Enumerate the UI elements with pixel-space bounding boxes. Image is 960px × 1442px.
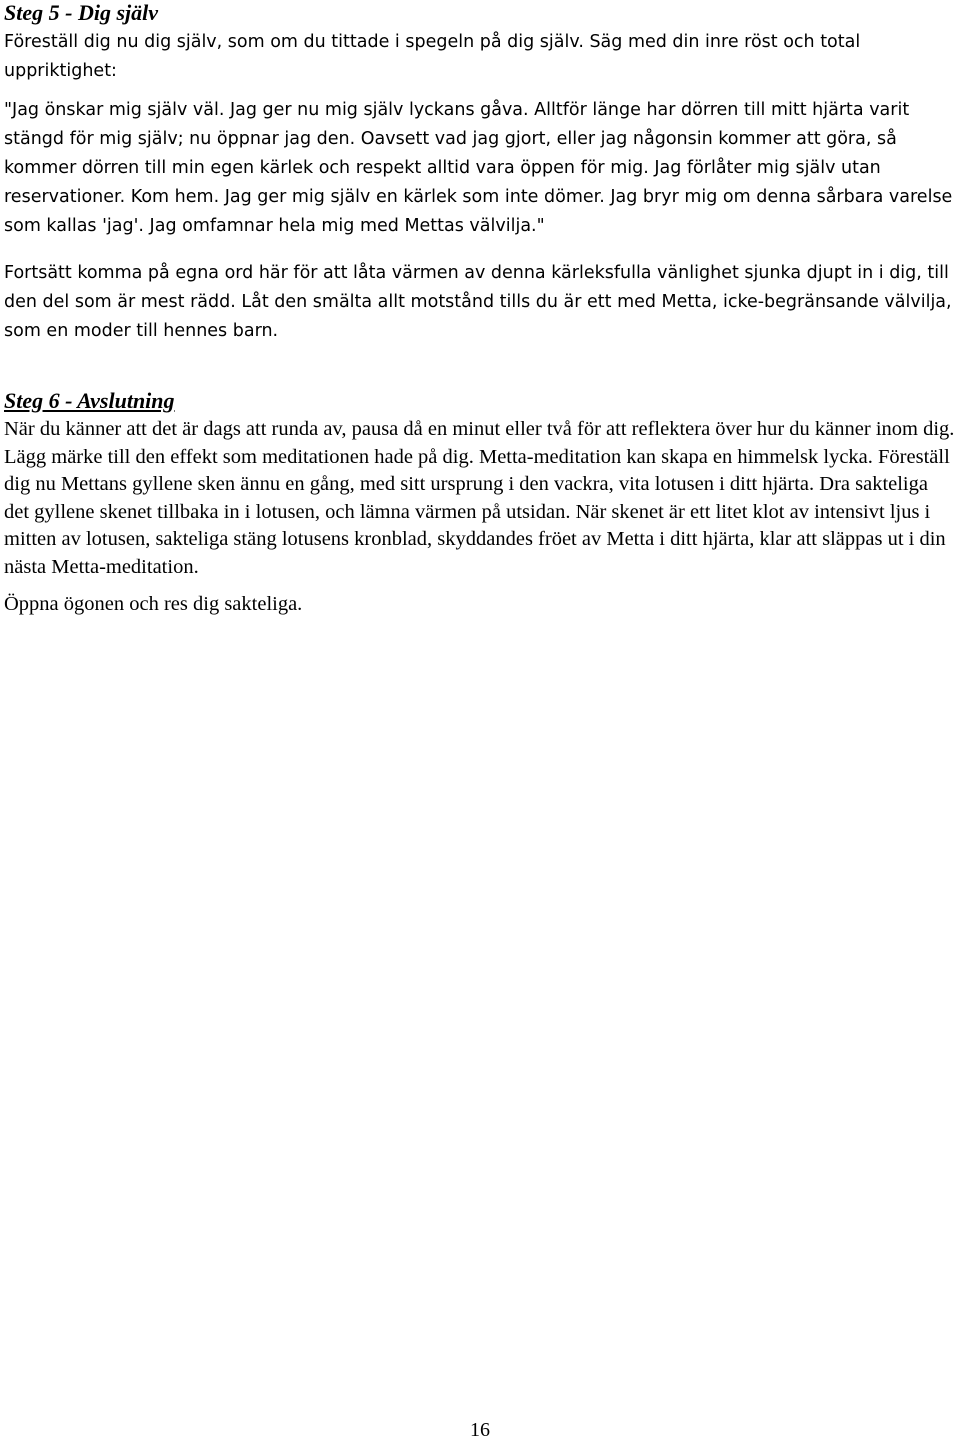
section-6-heading: Steg 6 - Avslutning bbox=[4, 388, 175, 413]
section-6-closing: Öppna ögonen och res dig sakteliga. bbox=[4, 593, 303, 615]
document-page bbox=[4, 0, 956, 619]
section-5-intro: Föreställ dig nu dig själv, som om du tittade i spegeln på dig själv. Säg med din inre röst och total uppriktighet: bbox=[4, 32, 861, 81]
section-5-heading: Steg 5 - Dig själv bbox=[4, 0, 158, 25]
section-5-continuation: Fortsätt komma på egna ord här för att låta värmen av denna kärleksfulla vänlighet sjunka djupt in i dig, till den del som är mest rädd. Låt den smälta allt motstånd tills du är ett med Metta, icke-begränsande välvilja, som en moder till hennes barn. bbox=[4, 263, 952, 341]
page-number: 16 bbox=[470, 1419, 490, 1441]
section-6-body: När du känner att det är dags att runda av, pausa då en minut eller två för att reflektera över hur du känner inom dig. Lägg märke till den effekt som meditationen hade på dig. Metta-meditation kan skapa en himmelsk lycka. Föreställ dig nu Mettans gyllene sken ännu en gång, med sitt ursprung i den vackra, vita lotusen i ditt hjärta. Dra sakteligа det gyllene skenet tillbaka in i lotusen, och lämna värmen på utsidan. När skenet är ett litet klot av intensivt ljus i mitten av lotusen, sakteliga stäng lotusens kronblad, skyddandes fröet av Metta i ditt hjärta, klar att släppas ut i din nästa Metta-meditation. bbox=[4, 418, 955, 578]
section-5-affirmation: "Jag önskar mig själv väl. Jag ger nu mig själv lyckans gåva. Alltför länge har dörren till mitt hjärta varit stängd för mig själv; nu öppnar jag den. Oavsett vad jag gjort, eller jag någonsin kommer att göra, så kommer dörren till min egen kärlek och respekt alltid vara öppen för mig. Jag förlåter mig själv utan reservationer. Kom hem. Jag ger mig själv en kärlek som inte dömer. Jag bryr mig om denna sårbara varelse som kallas 'jag'. Jag omfamnar hela mig med Mettas välvilja." bbox=[4, 100, 953, 236]
